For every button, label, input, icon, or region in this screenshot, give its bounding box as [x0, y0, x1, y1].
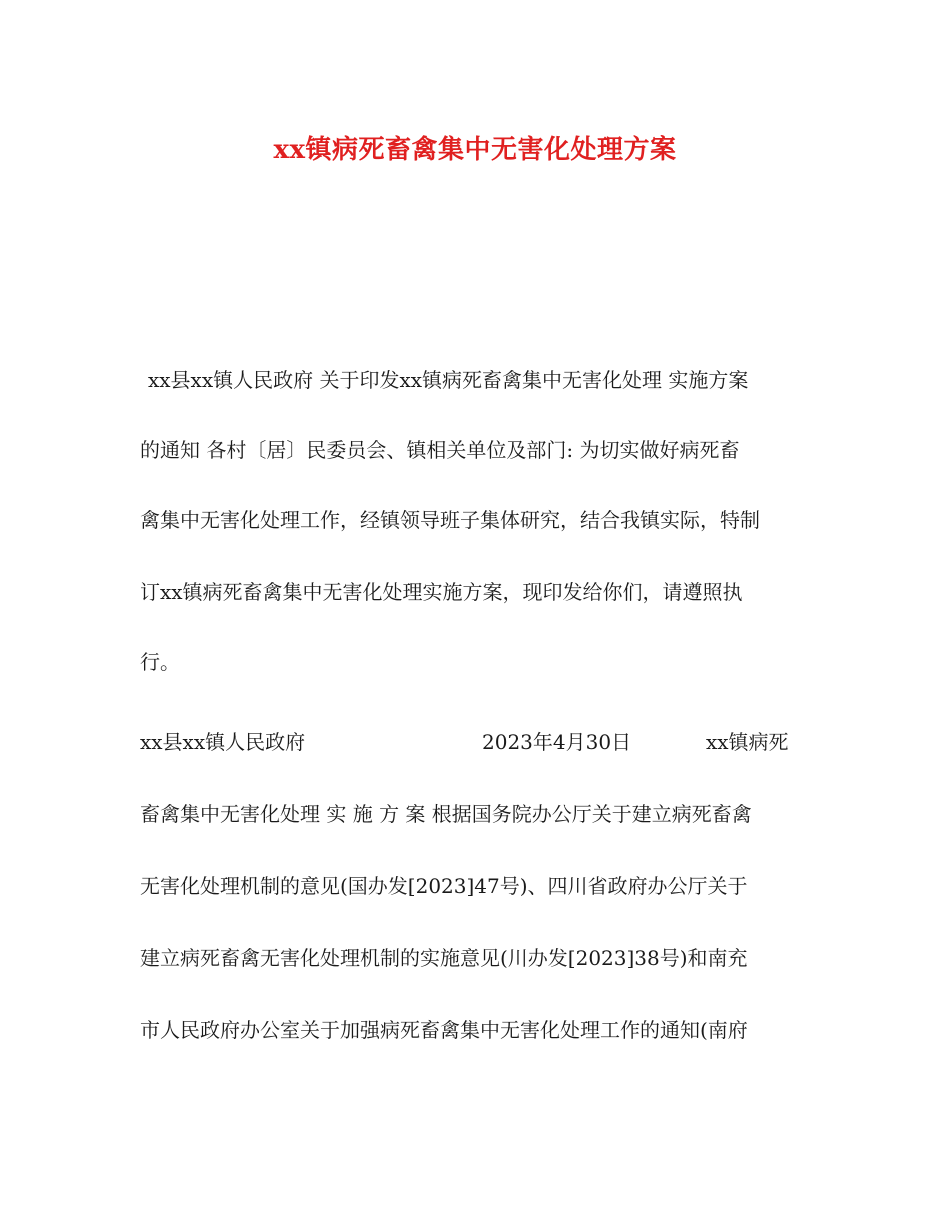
notice-line-3: 禽集中无害化处理工作，经镇领导班子集体研究，结合我镇实际，特制 — [140, 508, 760, 532]
body-line-4: 市人民政府办公室关于加强病死畜禽集中无害化处理工作的通知(南府 — [140, 1018, 748, 1042]
notice-line-4: 订xx镇病死畜禽集中无害化处理实施方案，现印发给你们，请遵照执 — [140, 580, 743, 604]
body-line-3: 建立病死畜禽无害化处理机制的实施意见(川办发[2023]38号)和南充 — [140, 946, 748, 970]
signature-date: 2023年4月30日 — [482, 730, 632, 754]
body-line-2: 无害化处理机制的意见(国办发[2023]47号)、四川省政府办公厅关于 — [140, 874, 748, 898]
document-title: xx镇病死畜禽集中无害化处理方案 — [273, 135, 677, 165]
plan-title-start: xx镇病死 — [706, 730, 789, 754]
body-line-1: 畜禽集中无害化处理 实 施 方 案 根据国务院办公厅关于建立病死畜禽 — [140, 802, 752, 826]
notice-line-2: 的通知 各村〔居〕民委员会、镇相关单位及部门: 为切实做好病死畜 — [140, 438, 740, 462]
notice-line-1: xx县xx镇人民政府 关于印发xx镇病死畜禽集中无害化处理 实施方案 — [148, 368, 749, 392]
notice-line-5: 行。 — [140, 650, 180, 674]
signature-issuer: xx县xx镇人民政府 — [140, 730, 306, 754]
